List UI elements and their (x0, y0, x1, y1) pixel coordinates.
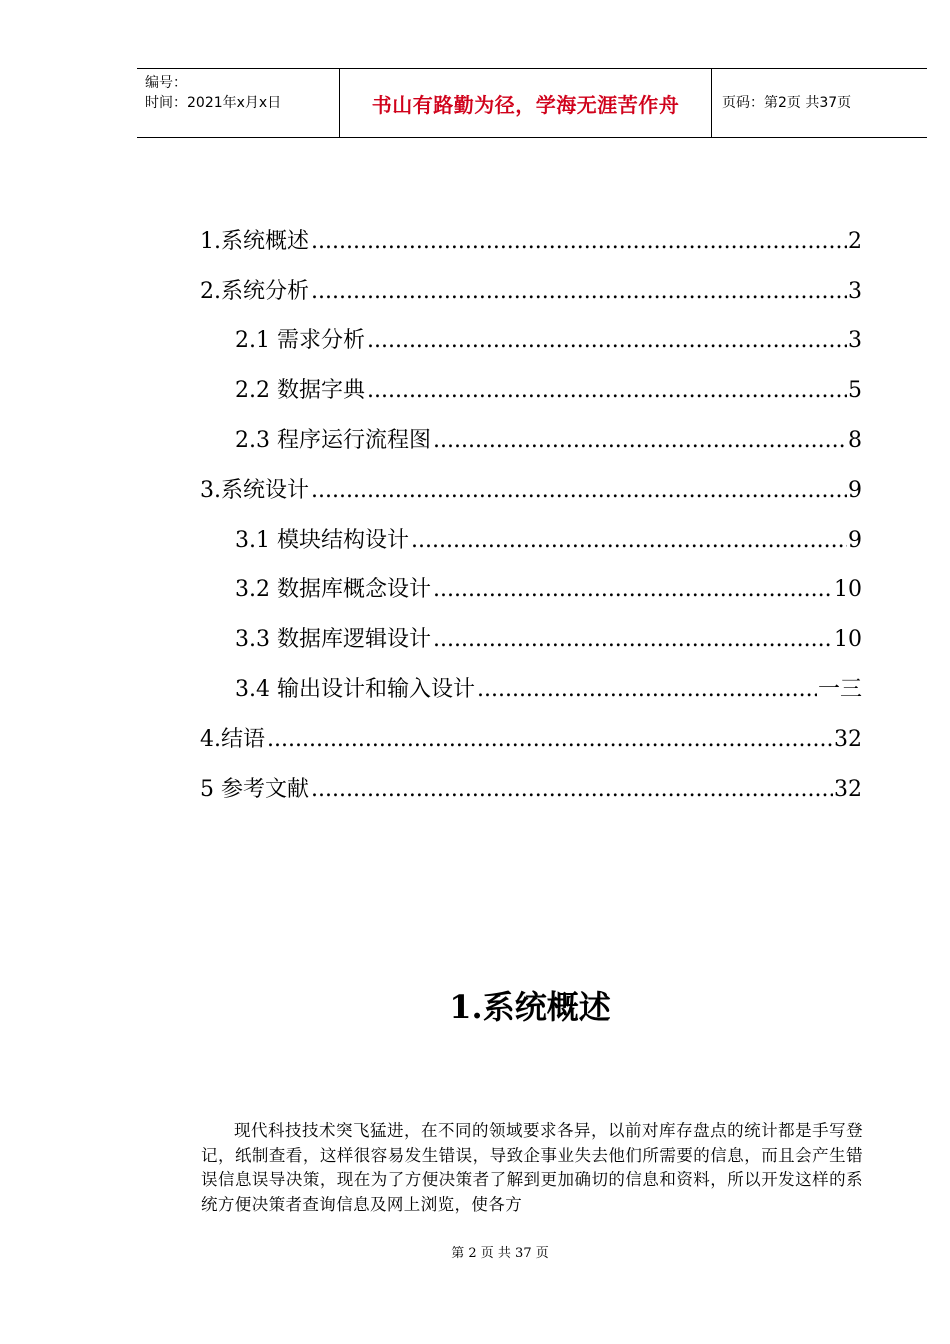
toc-entry-page: 9 (848, 477, 862, 503)
toc-dot-leader (477, 675, 817, 705)
toc-entry-label: 3.3 数据库逻辑设计 (235, 627, 431, 653)
toc-entry-page: 10 (834, 577, 862, 603)
toc-entry-page: 10 (834, 627, 862, 653)
toc-dot-leader (411, 526, 847, 556)
toc-entry-page: 32 (834, 776, 862, 802)
toc-dot-leader (367, 376, 847, 406)
section-paragraph: 现代科技技术突飞猛进，在不同的领域要求各异，以前对库存盘点的统计都是手写登记，纸制查看，这样很容易发生错误，导致企事业失去他们所需要的信息，而且会产生错误信息误导决策，现在为了方便决策者了解到更加确切的信息和资料，所以开发这样的系统方便决策者查询信息及网上浏览，使各方 (201, 1121, 863, 1214)
toc-entry-label: 1.系统概述 (200, 228, 309, 254)
toc-dot-leader (433, 575, 833, 605)
toc-entry-label: 2.1 需求分析 (235, 328, 365, 354)
toc-dot-leader (433, 426, 847, 456)
toc-entry[interactable] (200, 566, 862, 616)
header-page-cell (712, 69, 927, 137)
toc-entry[interactable] (200, 466, 862, 516)
toc-entry-label: 4.结语 (200, 726, 265, 752)
toc-entry[interactable] (200, 366, 862, 416)
toc-entry-label: 5 参考文献 (200, 776, 309, 802)
page-footer: 第 2 页 共 37 页 (451, 1246, 549, 1261)
toc-dot-leader (433, 625, 833, 655)
toc-entry[interactable] (200, 715, 862, 765)
table-of-contents (200, 217, 862, 815)
toc-dot-leader (267, 725, 833, 755)
toc-entry-page: 3 (848, 328, 862, 354)
toc-entry-label: 3.4 输出设计和输入设计 (235, 677, 475, 703)
section-heading: 1.系统概述 (449, 988, 611, 1026)
toc-entry-page: 5 (848, 378, 862, 404)
header-motto-cell (340, 69, 712, 137)
toc-dot-leader (311, 775, 833, 805)
toc-dot-leader (367, 326, 847, 356)
toc-entry[interactable] (200, 317, 862, 367)
header-page-info: 页码：第2页 共37页 (722, 95, 852, 111)
toc-entry-page: 8 (848, 428, 862, 454)
page-header-table (137, 68, 927, 138)
toc-entry-page: 2 (848, 228, 862, 254)
toc-entry-label: 2.系统分析 (200, 278, 309, 304)
header-meta-cell (137, 69, 340, 137)
toc-entry-label: 3.2 数据库概念设计 (235, 577, 431, 603)
toc-entry-page: 3 (848, 278, 862, 304)
header-motto: 书山有路勤为径，学海无涯苦作舟 (371, 92, 680, 117)
toc-dot-leader (311, 476, 847, 506)
toc-entry-label: 3.系统设计 (200, 477, 309, 503)
toc-entry-page: 32 (834, 726, 862, 752)
toc-dot-leader (311, 227, 847, 257)
serial-label: 编号： (145, 75, 187, 91)
toc-dot-leader (311, 277, 847, 307)
toc-entry-label: 2.2 数据字典 (235, 378, 365, 404)
toc-entry-page: 9 (848, 527, 862, 553)
date-label: 时间：2021年x月x日 (145, 95, 282, 111)
toc-entry[interactable] (200, 416, 862, 466)
toc-entry-label: 3.1 模块结构设计 (235, 527, 409, 553)
toc-entry-page: 一三 (817, 677, 862, 703)
toc-entry[interactable] (200, 615, 862, 665)
toc-entry-label: 2.3 程序运行流程图 (235, 428, 431, 454)
toc-entry[interactable] (200, 267, 862, 317)
toc-entry[interactable] (200, 217, 862, 267)
toc-entry[interactable] (200, 765, 862, 815)
toc-entry[interactable] (200, 516, 862, 566)
toc-entry[interactable] (200, 665, 862, 715)
